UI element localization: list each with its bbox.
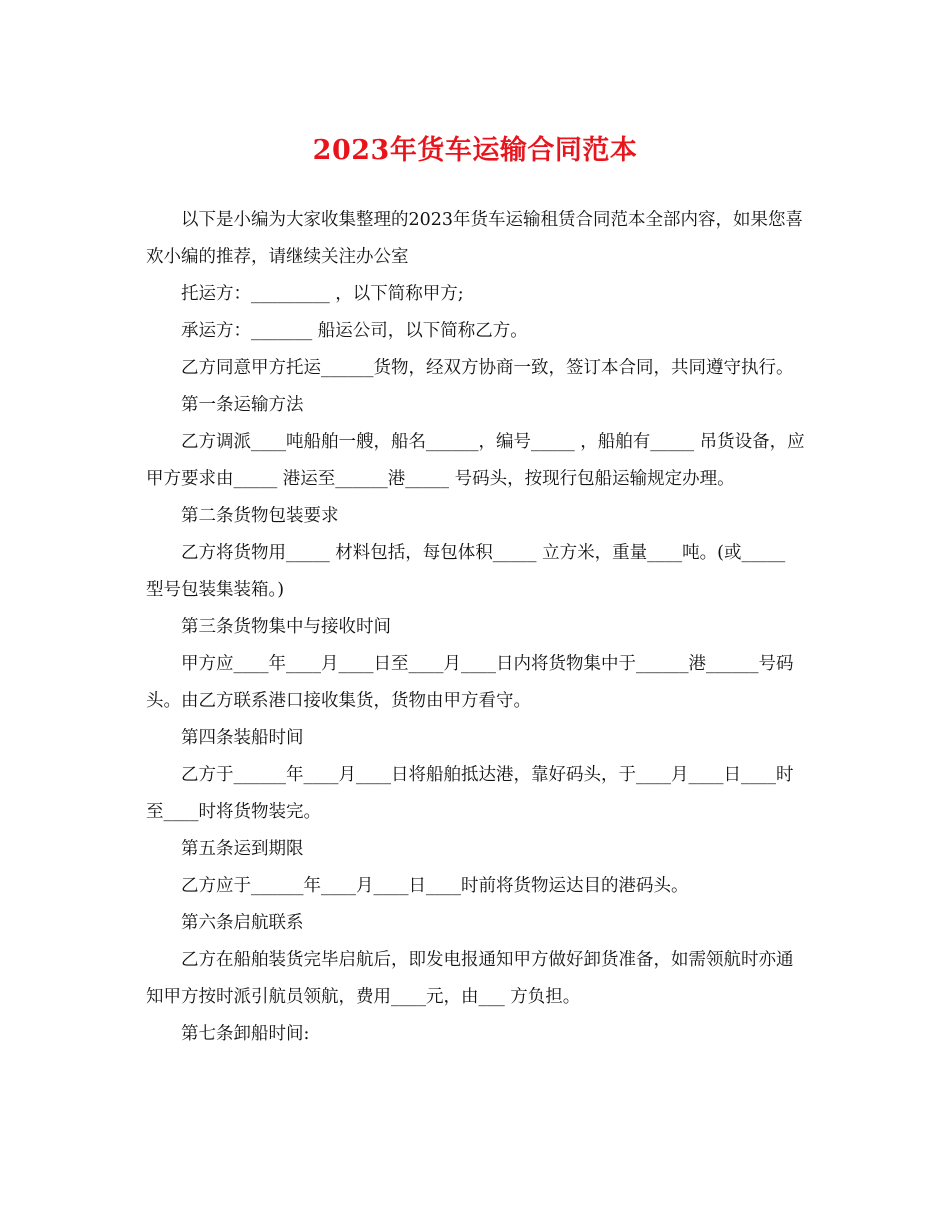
article-2-heading: 第二条货物包装要求 xyxy=(181,506,339,526)
article-5-heading: 第五条运到期限 xyxy=(181,839,304,859)
intro-paragraph: 以下是小编为大家收集整理的2023年货车运输租赁合同范本全部内容，如果您喜欢小编的推荐，请继续关注办公室 xyxy=(146,210,804,267)
article-1-heading: 第一条运输方法 xyxy=(181,395,304,415)
article-4-heading: 第四条装船时间 xyxy=(181,728,304,748)
article-7-heading: 第七条卸船时间: xyxy=(181,1024,310,1044)
document-body xyxy=(146,202,806,1053)
carrier-line: 承运方：_______ 船运公司，以下简称乙方。 xyxy=(181,321,528,341)
article-2-body: 乙方将货物用_____ 材料包括，每包体积_____ 立方米，重量____吨。(或_____ 型号包装集装箱。) xyxy=(146,543,791,600)
article-4-body: 乙方于______年____月____日将船舶抵达港，靠好码头，于____月____日____时至____时将货物装完。 xyxy=(146,765,794,822)
article-1-body: 乙方调派____吨船舶一艘，船名______，编号_____ ，船舶有_____ 吊货设备，应甲方要求由_____ 港运至______港_____ 号码头，按现行包船运输规定办理。 xyxy=(146,432,805,489)
article-6-body: 乙方在船舶装货完毕启航后，即发电报通知甲方做好卸货准备，如需领航时亦通知甲方按时派引航员领航，费用____元，由___ 方负担。 xyxy=(146,950,794,1007)
article-3-heading: 第三条货物集中与接收时间 xyxy=(181,617,391,637)
document-title: 2023年货车运输合同范本 xyxy=(312,135,638,166)
article-5-body: 乙方应于______年____月____日____时前将货物运达目的港码头。 xyxy=(181,876,689,896)
article-6-heading: 第六条启航联系 xyxy=(181,913,304,933)
article-3-body: 甲方应____年____月____日至____月____日内将货物集中于______港______号码头。由乙方联系港口接收集货，货物由甲方看守。 xyxy=(146,654,794,711)
consignor-line: 托运方：_________ ，以下简称甲方; xyxy=(181,284,464,304)
agreement-paragraph: 乙方同意甲方托运______货物，经双方协商一致，签订本合同，共同遵守执行。 xyxy=(181,358,794,378)
